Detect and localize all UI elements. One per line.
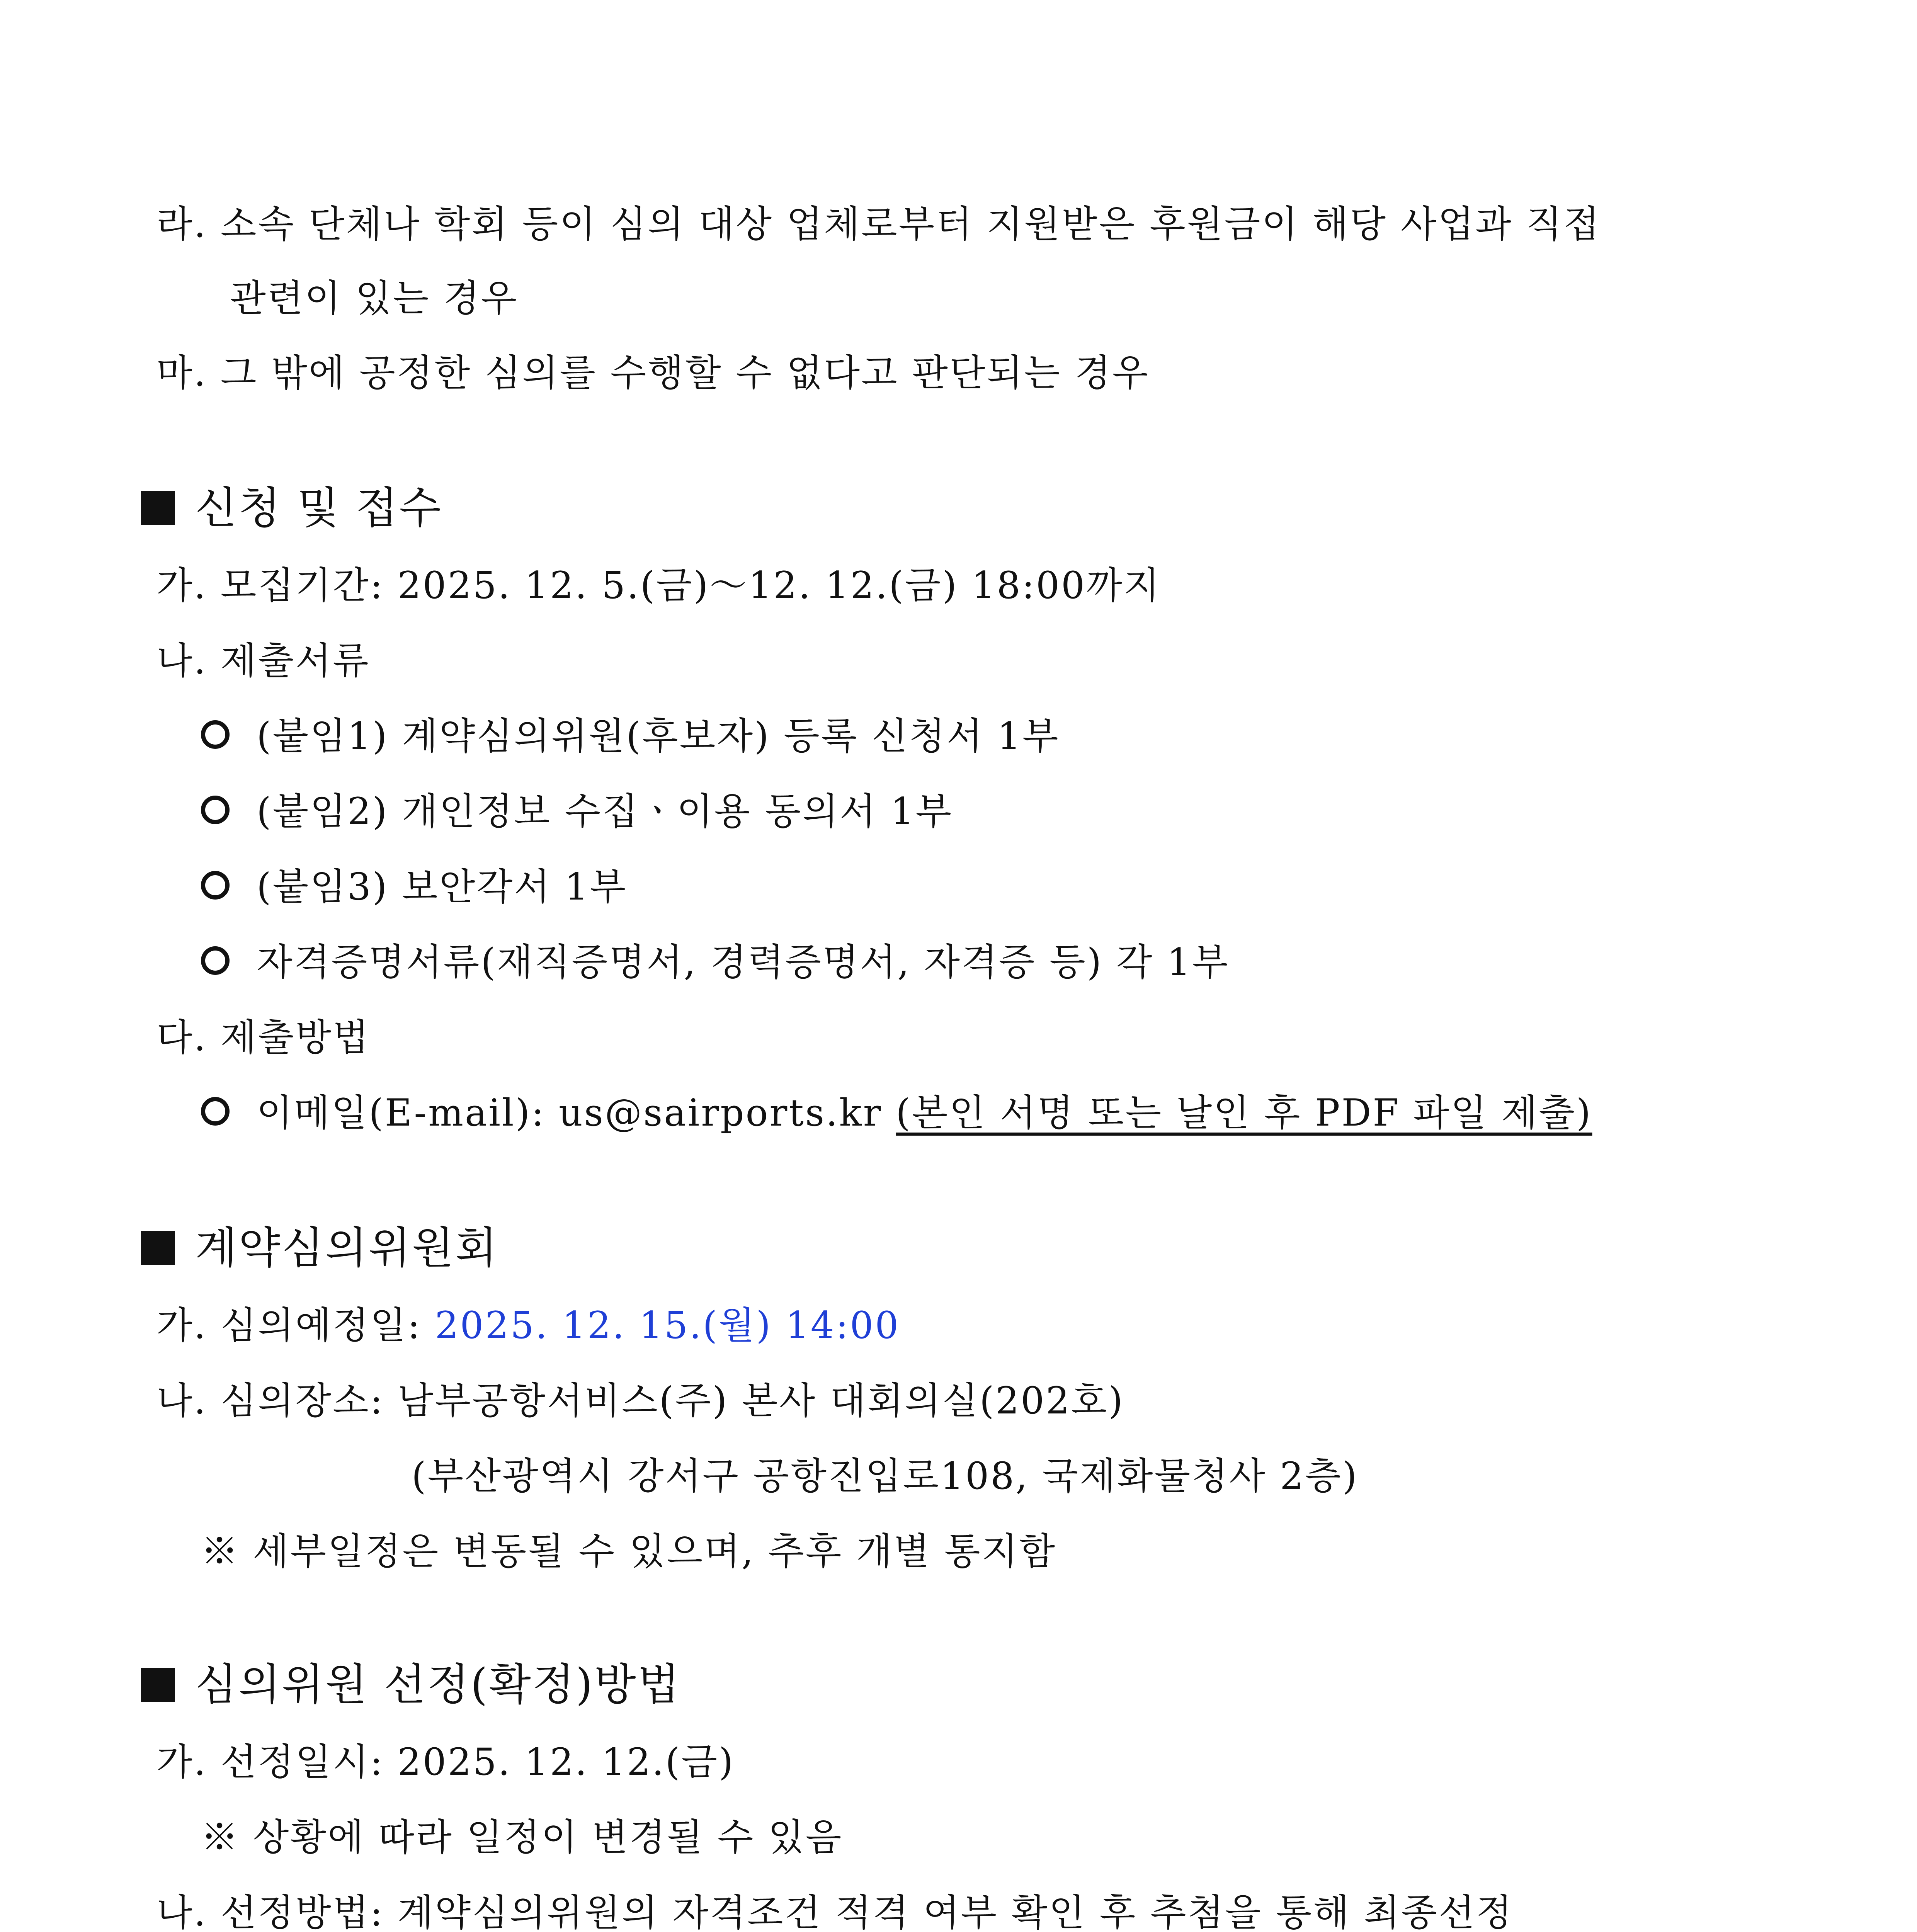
committee-place [156, 1378, 1124, 1424]
item-prefix: 가. [156, 1304, 208, 1347]
item-prefix: 나. [156, 1891, 208, 1932]
doc-list-item [201, 939, 1230, 985]
doc-list-item [201, 864, 627, 910]
application-docs [156, 638, 370, 684]
doc-label: 자격증명서류(재직증명서, 경력증명서, 자격증 등) 각 1부 [257, 940, 1230, 984]
item-prefix: 마. [156, 351, 208, 395]
section-title: 계약심의위원회 [195, 1223, 499, 1273]
application-period [156, 562, 1161, 609]
section-heading-selection [141, 1662, 681, 1708]
item-text: 심의장소: 남부공항서비스(주) 본사 대회의실(202호) [220, 1379, 1124, 1422]
item-text: 소속 단체나 학회 등이 심의 대상 업체로부터 지원받은 후원금이 해당 사업과 직접 [220, 202, 1601, 246]
item-ra [156, 201, 1601, 247]
item-prefix: 가. [156, 1740, 208, 1784]
item-text: 제출방법 [220, 1016, 370, 1059]
item-text: 그 밖에 공정한 심의를 수행할 수 없다고 판단되는 경우 [220, 351, 1150, 395]
email-note: (본인 서명 또는 날인 후 PDF 파일 제출) [896, 1091, 1592, 1134]
selection-date-note: ※ 상황에 따라 일정이 변경될 수 있음 [201, 1816, 843, 1859]
committee-address: (부산광역시 강서구 공항진입로108, 국제화물청사 2층) [412, 1454, 1359, 1498]
item-ma [156, 350, 1150, 396]
item-text: 선정방법: 계약심의위원의 자격조건 적격 여부 확인 후 추첨을 통해 최종선정 [220, 1891, 1514, 1932]
doc-label: (붙임3) 보안각서 1부 [257, 865, 628, 908]
section-heading-application [141, 485, 442, 531]
item-text: 선정일시: 2025. 12. 12.(금) [220, 1740, 735, 1784]
doc-label: (붙임1) 계약심의위원(후보자) 등록 신청서 1부 [257, 714, 1060, 758]
application-method [156, 1014, 370, 1061]
doc-list-item [201, 713, 1060, 759]
item-prefix: 나. [156, 1379, 208, 1422]
item-text: 모집기간: 2025. 12. 5.(금)～12. 12.(금) 18:00까지 [220, 564, 1161, 607]
section-title: 심의위원 선정(확정)방법 [195, 1660, 681, 1710]
doc-label: (붙임2) 개인정보 수집ㆍ이용 동의서 1부 [257, 790, 953, 833]
square-bullet-icon [141, 1231, 175, 1265]
square-bullet-icon [141, 491, 175, 525]
committee-date [156, 1302, 900, 1349]
circle-bullet-icon [201, 871, 230, 900]
date-label: 심의예정일: [220, 1304, 422, 1347]
item-prefix: 가. [156, 564, 208, 607]
section-title: 신청 및 접수 [195, 483, 443, 533]
circle-bullet-icon [201, 796, 230, 824]
item-text: 제출서류 [220, 639, 370, 682]
selection-method [156, 1889, 1514, 1932]
date-value: 2025. 12. 15.(월) 14:00 [435, 1304, 900, 1347]
item-prefix: 나. [156, 639, 208, 682]
circle-bullet-icon [201, 720, 230, 749]
item-prefix: 다. [156, 1016, 208, 1059]
square-bullet-icon [141, 1668, 175, 1702]
email-text: 이메일(E-mail): us@sairports.kr [257, 1091, 883, 1134]
circle-bullet-icon [201, 946, 230, 975]
doc-list-item [201, 788, 953, 835]
item-ra-continuation: 관련이 있는 경우 [230, 277, 519, 320]
section-heading-committee [141, 1225, 498, 1271]
committee-note: ※ 세부일정은 변동될 수 있으며, 추후 개별 통지함 [201, 1530, 1057, 1573]
selection-date [156, 1739, 735, 1785]
email-item [201, 1090, 1592, 1136]
item-prefix: 라. [156, 202, 208, 246]
circle-bullet-icon [201, 1097, 230, 1126]
